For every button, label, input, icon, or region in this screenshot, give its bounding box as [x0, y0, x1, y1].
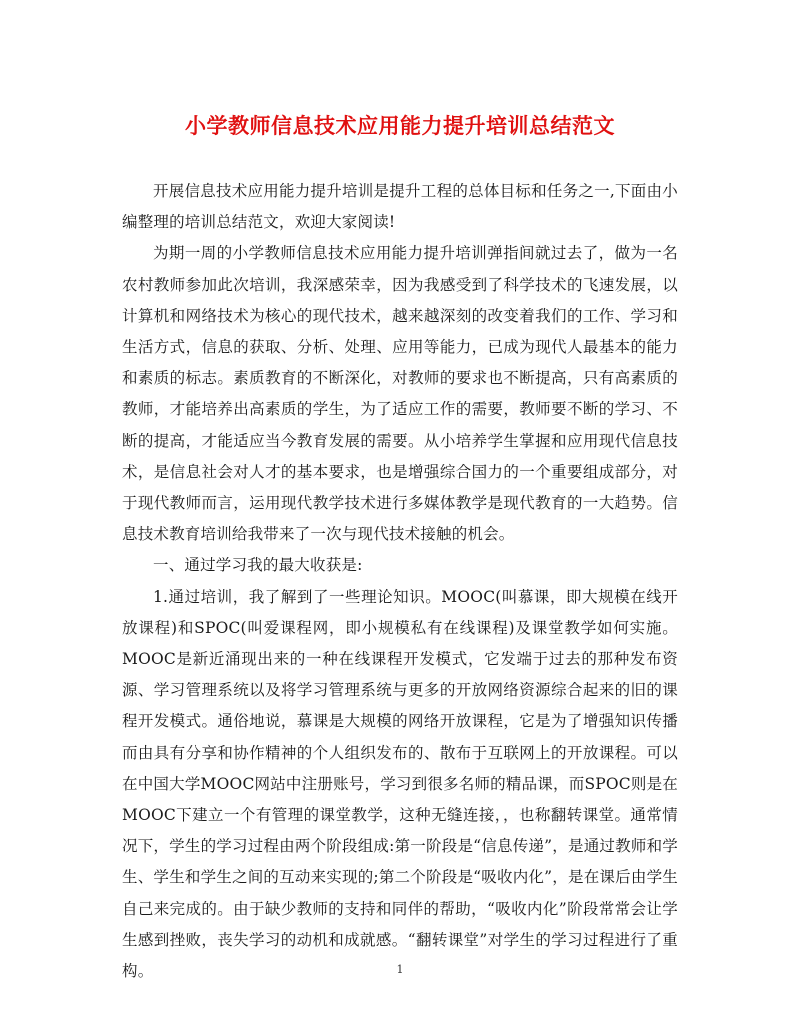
paragraph-point-one: 1.通过培训，我了解到了一些理论知识。MOOC(叫慕课，即大规模在线开放课程)和SPOC(叫爱课程网，即小规模私有在线课程)及课堂教学如何实施。MOOC是新近涌现出来的一种在线课程开发模式，它发端于过去的那种发布资源、学习管理系统以及将学习管理系统与更多的开放网络资源综合起来的旧的课程开发模式。通俗地说，慕课是大规模的网络开放课程，它是为了增强知识传播而由具有分享和协作精神的个人组织发布的、散布于互联网上的开放课程。可以在中国大学MOOC网站中注册账号，学习到很多名师的精品课，而SPOC则是在MOOC下建立一个有管理的课堂教学，这种无缝连接，，也称翻转课堂。通常情况下，学生的学习过程由两个阶段组成:第一阶段是“信息传递”，是通过教师和学生、学生和学生之间的互动来实现的;第二个阶段是“吸收内化”，是在课后由学生自己来完成的。由于缺少教师的支持和同伴的帮助，“吸收内化”阶段常常会让学生感到挫败，丧失学习的动机和成就感。“翻转课堂”对学生的学习过程进行了重构。	[122, 587, 678, 981]
paragraph-intro: 开展信息技术应用能力提升培训是提升工程的总体目标和任务之一,下面由小编整理的培训总结范文，欢迎大家阅读!	[122, 182, 678, 232]
page-number: 1	[396, 963, 404, 976]
section-heading-gains: 一、通过学习我的最大收获是:	[153, 556, 363, 575]
paragraph-reflection: 为期一周的小学教师信息技术应用能力提升培训弹指间就过去了，做为一名农村教师参加此次培训，我深感荣幸，因为我感受到了科学技术的飞速发展，以计算机和网络技术为核心的现代技术，越来越深刻的改变着我们的工作、学习和生活方式，信息的获取、分析、处理、应用等能力，已成为现代人最基本的能力和素质的标志。素质教育的不断深化，对教师的要求也不断提高，只有高素质的教师，才能培养出高素质的学生，为了适应工作的需要，教师要不断的学习、不断的提高，才能适应当今教育发展的需要。从小培养学生掌握和应用现代信息技术，是信息社会对人才的基本要求，也是增强综合国力的一个重要组成部分，对于现代教师而言，运用现代教学技术进行多媒体教学是现代教育的一大趋势。信息技术教育培训给我带来了一次与现代技术接触的机会。	[122, 244, 678, 544]
document-title: 小学教师信息技术应用能力提升培训总结范文	[185, 113, 615, 138]
document-body	[122, 176, 678, 987]
